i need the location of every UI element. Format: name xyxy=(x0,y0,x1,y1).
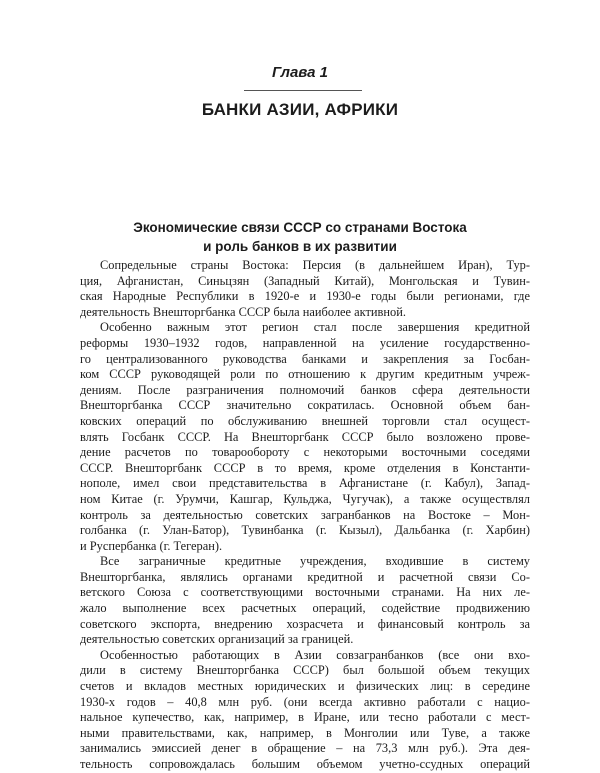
paragraph-line: Внешторгбанка, являлись органами кредитной и расчетной связи Со- xyxy=(80,569,530,584)
paragraph-line: Особенностью работающих в Азии совзагранбанков (все они вхо- xyxy=(100,647,530,662)
paragraph-line: ская Народные Республики в 1920-е и 1930-е годы были регионами, где xyxy=(80,289,530,304)
paragraph xyxy=(80,320,530,554)
paragraph-line: Особенно важным этот регион стал после завершения кредитной xyxy=(100,320,530,335)
chapter-label: Глава 1 xyxy=(271,64,329,81)
paragraph xyxy=(80,258,530,320)
paragraph-line: Сопредельные страны Востока: Персия (в дальнейшем Иран), Тур- xyxy=(100,258,530,272)
paragraph-line: деятельностью советских организаций за границей. xyxy=(80,632,354,647)
paragraph-line: дение расчетов по товарообороту с некоторыми восточными соседями xyxy=(80,445,530,460)
chapter-title: БАНКИ АЗИИ, АФРИКИ xyxy=(201,100,399,119)
section-title-line: Экономические связи СССР со странами Востока xyxy=(133,220,467,235)
paragraph-line: счетов и вкладов местных юридических и физических лиц: в середине xyxy=(80,679,530,694)
paragraph-line: ном Китае (г. Урумчи, Кашгар, Кульджа, Чугучак), а также осуществлял xyxy=(80,491,530,506)
paragraph-line: занимались эмиссией денег в обращение – на 73,3 млн руб.). Эта дея- xyxy=(80,741,530,756)
paragraph-line: нальное купечество, как, например, в Иране, или тесно работали с мест- xyxy=(80,710,530,725)
paragraph-line: деятельность Внешторгбанка СССР была наиболее активной. xyxy=(80,304,406,319)
paragraph xyxy=(80,554,530,648)
paragraph-line: ными правительствами, как, например, в Монголии или Туве, а также xyxy=(80,725,530,740)
paragraph-line: ветского Союза с соответствующими восточными странами. На них ле- xyxy=(80,585,530,600)
paragraph-line: го централизованного руководства банками и закрепления за Госбан- xyxy=(80,351,530,366)
paragraph-line: советского экспорта, внедрению хозрасчета и финансовый контроль за xyxy=(80,616,530,631)
paragraph-line: Внешторгбанка СССР значительно сократилась. Основной объем бан- xyxy=(80,398,530,413)
paragraph-line: ковских операций по обслуживанию внешней торговли стал осущест- xyxy=(80,413,530,428)
paragraph-line: голбанка (г. Улан-Батор), Тувинбанка (г. Кызыл), Дальбанка (г. Харбин) xyxy=(80,523,530,538)
paragraph-line: Все заграничные кредитные учреждения, входившие в систему xyxy=(100,554,530,569)
paragraph xyxy=(80,648,530,773)
body-text xyxy=(80,258,530,773)
paragraph-line: дениям. После разграничения полномочий банков сфера деятельности xyxy=(80,382,530,397)
paragraph-line: нополе, имел свои представительства в Афганистане (г. Кабул), Запад- xyxy=(80,476,530,491)
paragraph-line: контроль за деятельностью советских загранбанков на Востоке – Мон- xyxy=(80,507,530,522)
paragraph-line: ком СССР руководящей роли по отношению к другим кредитным учреж- xyxy=(80,367,530,382)
paragraph-line: дили в систему Внешторгбанка СССР) был большой объем текущих xyxy=(80,663,530,678)
paragraph-line: реформы 1930–1932 годов, направленной на усиление государственно- xyxy=(80,335,530,350)
section-title-line: и роль банков в их развитии xyxy=(203,239,397,254)
paragraph-line: влять Госбанк СССР. На Внешторгбанк СССР было возложено прове- xyxy=(80,429,530,444)
paragraph-line: 1930-х годов – 40,8 млн руб. (они всегда активно работали с нацио- xyxy=(80,694,530,709)
paragraph-line: и Руспербанка (г. Тегеран). xyxy=(80,538,223,553)
section-title xyxy=(0,218,600,256)
paragraph-line: жало выполнение всех расчетных операций, содействие продвижению xyxy=(80,601,530,616)
paragraph-line: ция, Афганистан, Синьцзян (Западный Китай), Монгольская и Тувин- xyxy=(80,273,530,288)
paragraph-line: СССР. Внешторгбанк СССР в то время, кроме отделения в Константи- xyxy=(80,460,530,475)
paragraph-line: тельность сопровождалась большим объемом учетно-ссудных операций xyxy=(80,757,530,771)
chapter-rule xyxy=(244,90,362,91)
